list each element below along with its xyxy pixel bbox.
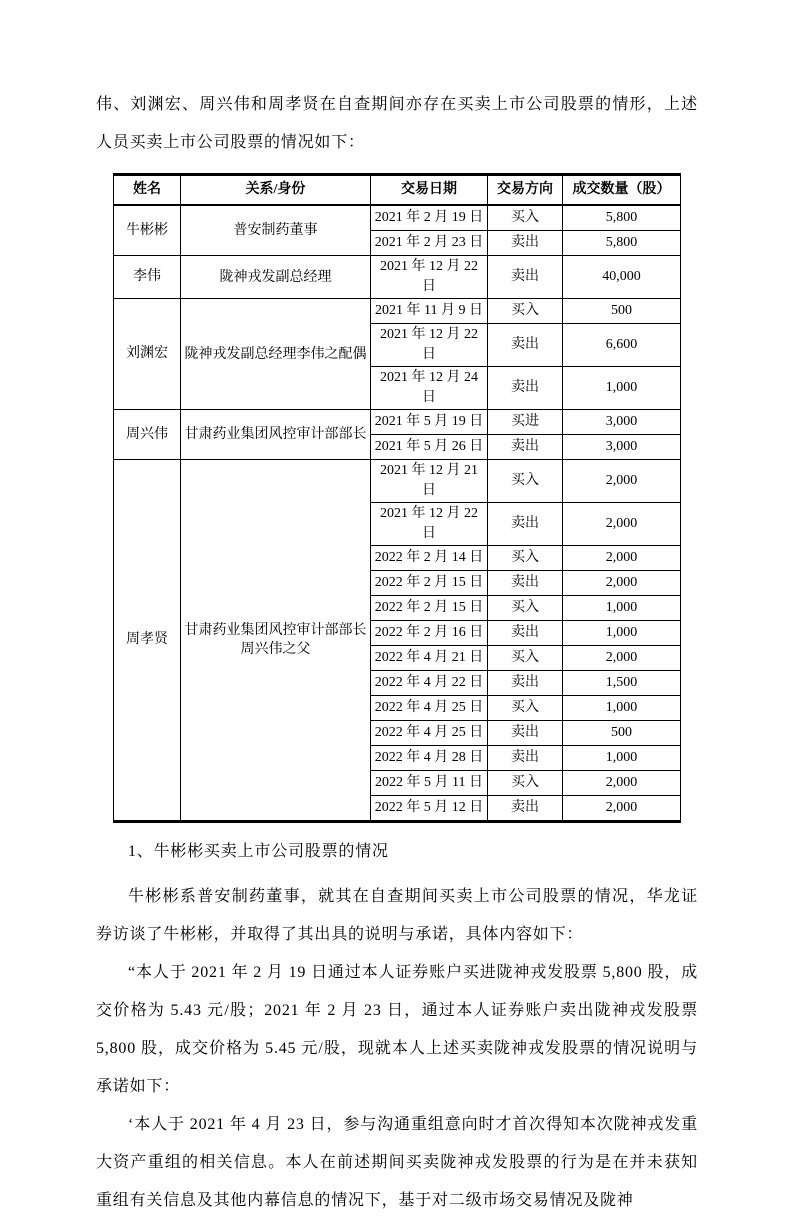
- relation-cell: 甘肃药业集团风控审计部部长: [181, 410, 371, 460]
- trade-direction-cell: 卖出: [488, 367, 563, 410]
- trade-quantity-cell: 2,000: [563, 571, 681, 596]
- header-row: [114, 175, 681, 206]
- trade-date-cell: 2021 年 12 月 22 日: [371, 503, 488, 546]
- trade-direction-cell: 卖出: [488, 503, 563, 546]
- trade-date-cell: 2021 年 11 月 9 日: [371, 299, 488, 324]
- paragraph-statement: “本人于 2021 年 2 月 19 日通过本人证券账户买进陇神戎发股票 5,800 股，成交价格为 5.43 元/股；2021 年 2 月 23 日，通过本人证券账户卖出陇神戎发股票 5,800 股，成交价格为 5.45 元/股，现就本人上述买卖陇神戎发股票的情况说明与承诺如下：: [96, 964, 698, 1095]
- trade-date-cell: 2021 年 2 月 19 日: [371, 205, 488, 231]
- trade-direction-cell: 买进: [488, 410, 563, 435]
- header-quantity: 成交数量（股）: [563, 175, 681, 206]
- trade-quantity-cell: 1,000: [563, 696, 681, 721]
- trade-date-cell: 2021 年 12 月 22 日: [371, 256, 488, 299]
- trade-date-cell: 2022 年 2 月 15 日: [371, 571, 488, 596]
- trade-direction-cell: 卖出: [488, 571, 563, 596]
- header-relation: 关系/身份: [181, 175, 371, 206]
- trade-direction-cell: 买入: [488, 460, 563, 503]
- trade-quantity-cell: 500: [563, 721, 681, 746]
- person-name-cell: 牛彬彬: [114, 205, 181, 256]
- trade-quantity-cell: 1,000: [563, 621, 681, 646]
- trade-quantity-cell: 2,000: [563, 771, 681, 796]
- trade-direction-cell: 买入: [488, 205, 563, 231]
- trades-table: [113, 173, 681, 823]
- trade-direction-cell: 卖出: [488, 621, 563, 646]
- trade-direction-cell: 买入: [488, 299, 563, 324]
- trade-quantity-cell: 1,000: [563, 367, 681, 410]
- trade-direction-cell: 买入: [488, 696, 563, 721]
- trade-quantity-cell: 5,800: [563, 231, 681, 256]
- trade-quantity-cell: 3,000: [563, 435, 681, 460]
- header-date: 交易日期: [371, 175, 488, 206]
- trade-quantity-cell: 2,000: [563, 546, 681, 571]
- trade-date-cell: 2022 年 4 月 22 日: [371, 671, 488, 696]
- trade-date-cell: 2022 年 4 月 21 日: [371, 646, 488, 671]
- trade-quantity-cell: 2,000: [563, 646, 681, 671]
- trade-quantity-cell: 1,500: [563, 671, 681, 696]
- trade-date-cell: 2022 年 4 月 28 日: [371, 746, 488, 771]
- person-name-cell: 周兴伟: [114, 410, 181, 460]
- header-direction: 交易方向: [488, 175, 563, 206]
- trade-direction-cell: 卖出: [488, 231, 563, 256]
- trade-direction-cell: 卖出: [488, 256, 563, 299]
- table-row: [114, 460, 681, 503]
- trade-quantity-cell: 2,000: [563, 503, 681, 546]
- table-row: [114, 299, 681, 324]
- trades-table-header: [114, 175, 681, 206]
- person-name-cell: 周孝贤: [114, 460, 181, 822]
- trade-quantity-cell: 500: [563, 299, 681, 324]
- paragraph-commitment: ‘本人于 2021 年 4 月 23 日，参与沟通重组意向时才首次得知本次陇神戎发重大资产重组的相关信息。本人在前述期间买卖陇神戎发股票的行为是在并未获知重组有关信息及其他内幕信息的情况下，基于对二级市场交易情况及陇神: [96, 1116, 698, 1209]
- trades-table-body: [114, 205, 681, 822]
- trade-direction-cell: 卖出: [488, 746, 563, 771]
- trade-quantity-cell: 3,000: [563, 410, 681, 435]
- person-name-cell: 刘渊宏: [114, 299, 181, 410]
- trade-date-cell: 2022 年 4 月 25 日: [371, 721, 488, 746]
- trade-date-cell: 2022 年 2 月 15 日: [371, 596, 488, 621]
- relation-cell: 陇神戎发副总经理李伟之配偶: [181, 299, 371, 410]
- trade-date-cell: 2021 年 2 月 23 日: [371, 231, 488, 256]
- trade-date-cell: 2021 年 12 月 24 日: [371, 367, 488, 410]
- section-heading: 1、牛彬彬买卖上市公司股票的情况: [128, 843, 389, 860]
- trade-direction-cell: 卖出: [488, 721, 563, 746]
- table-row: [114, 256, 681, 299]
- trade-date-cell: 2022 年 2 月 16 日: [371, 621, 488, 646]
- trade-date-cell: 2021 年 12 月 21 日: [371, 460, 488, 503]
- trade-date-cell: 2022 年 5 月 11 日: [371, 771, 488, 796]
- trade-date-cell: 2022 年 4 月 25 日: [371, 696, 488, 721]
- trade-quantity-cell: 1,000: [563, 596, 681, 621]
- header-name: 姓名: [114, 175, 181, 206]
- trade-direction-cell: 卖出: [488, 324, 563, 367]
- trade-direction-cell: 买入: [488, 771, 563, 796]
- trade-quantity-cell: 1,000: [563, 746, 681, 771]
- relation-cell: 陇神戎发副总经理: [181, 256, 371, 299]
- table-row: [114, 205, 681, 231]
- person-name-cell: 李伟: [114, 256, 181, 299]
- trade-quantity-cell: 6,600: [563, 324, 681, 367]
- trade-direction-cell: 卖出: [488, 671, 563, 696]
- trade-direction-cell: 买入: [488, 546, 563, 571]
- trade-date-cell: 2021 年 12 月 22 日: [371, 324, 488, 367]
- relation-cell: 甘肃药业集团风控审计部部长周兴伟之父: [181, 460, 371, 822]
- trade-direction-cell: 买入: [488, 596, 563, 621]
- table-row: [114, 410, 681, 435]
- trade-direction-cell: 卖出: [488, 796, 563, 822]
- trade-date-cell: 2022 年 2 月 14 日: [371, 546, 488, 571]
- intro-paragraph: 伟、刘渊宏、周兴伟和周孝贤在自查期间亦存在买卖上市公司股票的情形，上述人员买卖上市公司股票的情况如下：: [96, 96, 698, 151]
- trade-date-cell: 2021 年 5 月 19 日: [371, 410, 488, 435]
- relation-cell: 普安制药董事: [181, 205, 371, 256]
- trade-quantity-cell: 5,800: [563, 205, 681, 231]
- trade-quantity-cell: 40,000: [563, 256, 681, 299]
- trade-date-cell: 2021 年 5 月 26 日: [371, 435, 488, 460]
- trade-date-cell: 2022 年 5 月 12 日: [371, 796, 488, 822]
- trade-direction-cell: 买入: [488, 646, 563, 671]
- trade-quantity-cell: 2,000: [563, 796, 681, 822]
- paragraph-interview: 牛彬彬系普安制药董事，就其在自查期间买卖上市公司股票的情况，华龙证券访谈了牛彬彬，并取得了其出具的说明与承诺，具体内容如下：: [96, 888, 698, 943]
- trade-direction-cell: 卖出: [488, 435, 563, 460]
- trade-quantity-cell: 2,000: [563, 460, 681, 503]
